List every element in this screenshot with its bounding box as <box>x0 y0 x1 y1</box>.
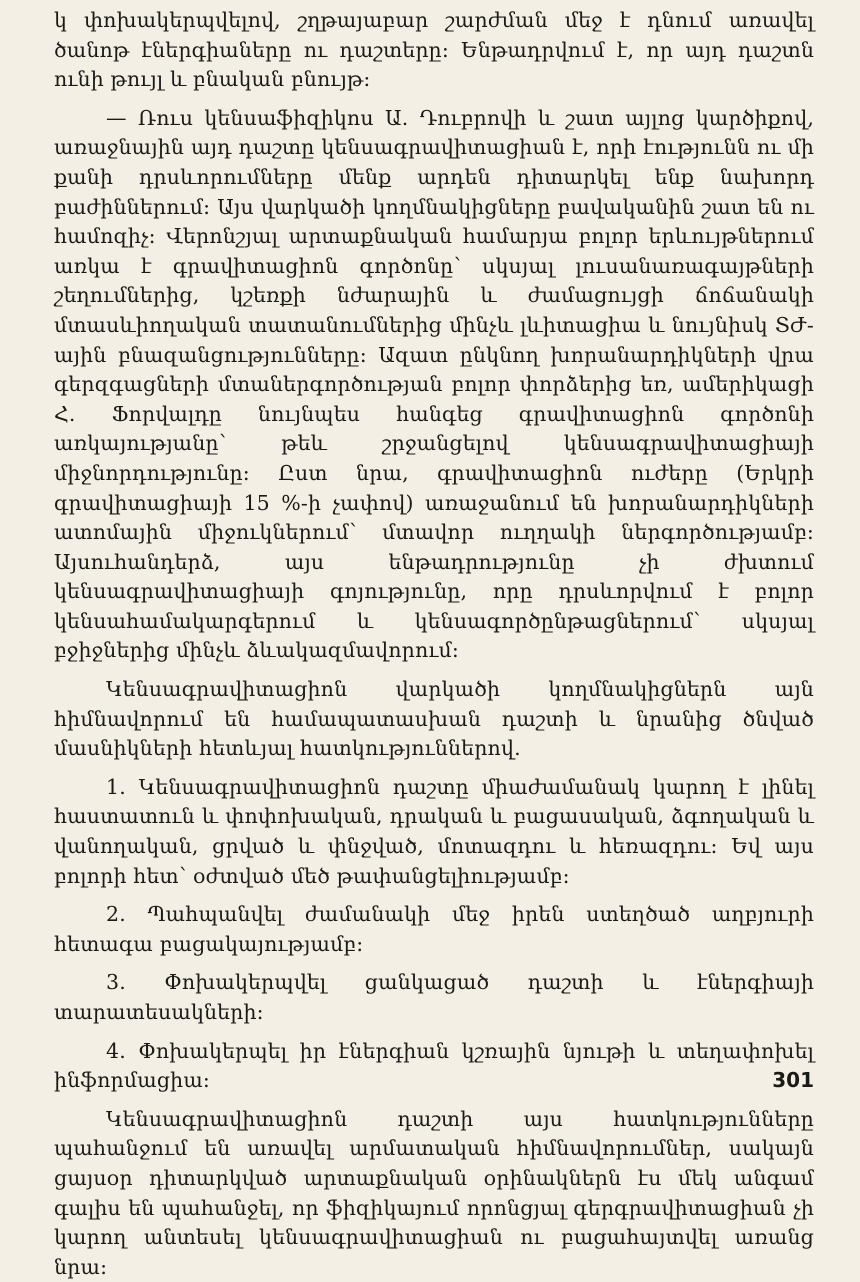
list-item-3: 3. Փոխակերպվել ցանկացած դաշտի և էներգիայի տարատեսակների։ <box>54 970 814 1024</box>
list-item-4: 4. Փոխակերպել իր էներգիան կշռային նյութի և տեղափոխել ինֆորմացիա։ <box>54 1038 814 1093</box>
paragraph-conclusion: Կենսագրավիտացիոն դաշտի այս հատկությունները պահանջում են առավել արմատական հիմնավորումներ, սակայն ցայսօր դիտարկված արտաքնական օրինակներն էս մեկ անգամ գալիս են պահանջել, որ ֆիզիկայում որոնցյալ գերգրավիտացիան չի կարող անտեսել կենսագրավիտացիան ու բացահայտվել առանց նրա։ <box>54 1106 814 1279</box>
paragraph-properties-intro: Կենսագրավիտացիոն վարկածի կողմնակիցներն այն հիմնավորում են համապատասխան դաշտի և նրանից ծնված մասնիկների հետևյալ հատկություններով. <box>54 677 814 761</box>
paragraph-continuation: կ փոխակերպվելով, շղթայաբար շարժման մեջ է դնում առավել ծանոթ էներգիաները ու դաշտերը։ Ենթադրվում է, որ այդ դաշտն ունի թույլ և բնական բնույթ։ <box>54 8 814 92</box>
list-item-1: 1. Կենսագրավիտացիոն դաշտը միաժամանակ կարող է լինել հաստատուն և փոփոխական, դրական և բացասական, ձգողական և վանողական, ցրված և փնջված, մոտազդու և հեռազդու։ Եվ այս բոլորի հետ՝ օժտված մեծ թափանցելիությամբ։ <box>54 774 814 888</box>
page-number: 301 <box>772 1068 814 1092</box>
paragraph-dubrov-hypothesis: — Ռուս կենսաֆիզիկոս Ա. Դուբրովի և շատ այլոց կարծիքով, առաջնային այդ դաշտը կենսագրավիտացիան է, որի էությունն ու մի քանի դրսևորումները մենք արդեն դիտարկել ենք նախորդ բաժիններում։ Այս վարկածի կողմնակիցները բավականին շատ են ու համոզիչ։ Վերոնշյալ արտաքնական համարյա բոլոր երևույթներում առկա է գրավիտացիոն գործոնը՝ սկսյալ լուսանառագայթների շեղումներից, կշեռքի նժարային և ժամացույցի ճոճանակի մտասևիողական տատանումներից մինչև լևիտացիա և նույնիսկ ՏԺ-ային բնազանցությունները։ Ազատ ընկնող խորանարդիկների վրա գերզգացների մտաներգործության բոլոր փորձերից եռ, ամերիկացի Հ. Ֆորվալդը նույնպես հանգեց գրավիտացիոն գործոնի առկայությանը՝ թեև շրջանցելով կենսագրավիտացիայի միջնորդությունը։ Ըստ նրա, գրավիտացիոն ուժերը (Երկրի գրավիտացիայի 15 %-ի չափով) առաջանում են խորանարդիկների ատոմային միջուկներում՝ մտավոր ուղղակի ներգործությամբ։ Այսուհանդերձ, այս ենթադրությունը չի ժխտում կենսագրավիտացիայի գոյությունը, որը դրսևորվում է բոլոր կենսահամակարգերում և կենսագործընթացներում՝ սկսյալ բջիջներից մինչև ձևակազմավորում։ <box>54 105 814 663</box>
list-item-2: 2. Պահպանվել ժամանակի մեջ իրեն ստեղծած աղբյուրի հետագա բացակայությամբ։ <box>54 902 814 956</box>
